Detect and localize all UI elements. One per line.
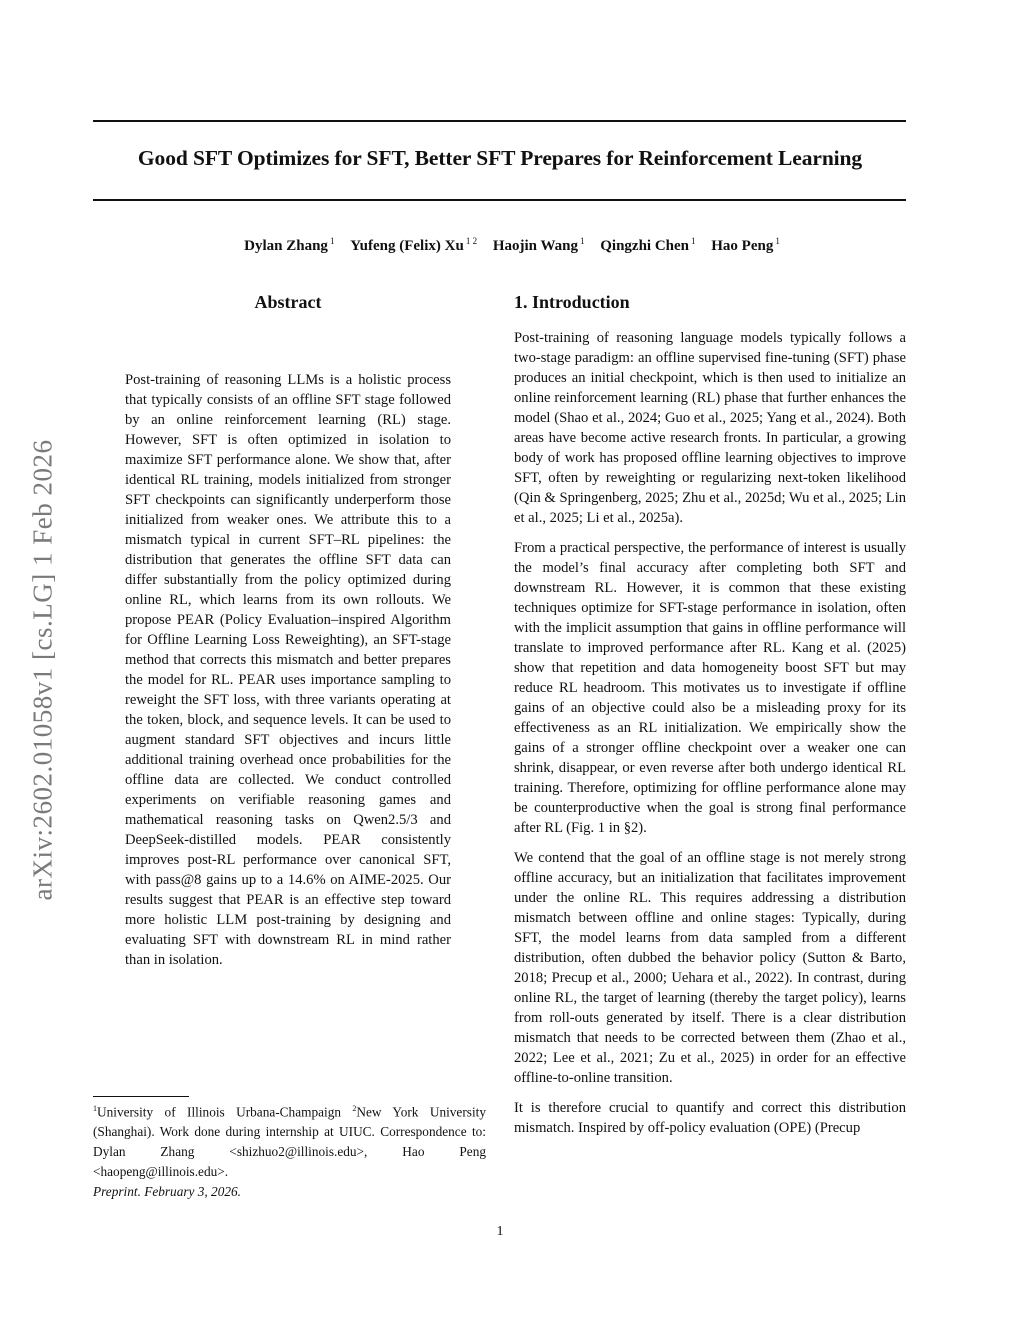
author: Dylan Zhang $^1$ <box>244 236 335 254</box>
affiliation-footnote: $^1$University of Illinois Urbana-Champaign $^2$New York University (Shanghai). Work done during internship at UIUC. Correspondence to: Dylan Zhang <shizhuo2@illinois.edu>, Hao Peng <haopeng@illinois.edu>. <box>93 1104 486 1180</box>
author: Qingzhi Chen $^1$ <box>600 236 696 254</box>
paragraph: Post-training of reasoning language models typically follows a two-stage paradigm: an offline supervised fine-tuning (SFT) phase produces an initial checkpoint, which is then used to initialize an online reinforcement learning (RL) phase that further enhances the model (Shao et al., 2024; Guo et al., 2025; Yang et al., 2024). Both areas have become active research fronts. In particular, a growing body of work has proposed offline learning objectives to improve SFT, often by reweighting or regularizing next-token likelihood (Qin & Springenberg, 2025; Zhu et al., 2025d; Wu et al., 2025; Lin et al., 2025; Li et al., 2025a). <box>514 330 906 526</box>
author: Haojin Wang $^1$ <box>492 236 585 254</box>
paragraph: It is therefore crucial to quantify and correct this distribution mismatch. Inspired by off-policy evaluation (OPE) (Precup <box>514 1100 906 1136</box>
paragraph: We contend that the goal of an offline stage is not merely strong offline accuracy, but an initialization that facilitates improvement under the online RL. This requires addressing a distribution mismatch between offline and online stages: Typically, during SFT, the model learns from data sampled from a different distribution, often dubbed the behavior policy (Sutton & Barto, 2018; Precup et al., 2000; Uehara et al., 2022). In contrast, during online RL, the target of learning (thereby the target policy), learns from roll-outs generated by itself. There is a clear distribution mismatch that needs to be corrected between them (Zhao et al., 2022; Lee et al., 2021; Zu et al., 2025) in order for an effective offline-to-online transition. <box>514 850 906 1086</box>
paragraph: From a practical perspective, the performance of interest is usually the model’s final accuracy after completing both SFT and downstream RL. However, it is common that these existing techniques optimize for SFT-stage performance in isolation, often with the implicit assumption that gains in offline performance will translate to improved performance after RL. Kang et al. (2025) show that repetition and data homogeneity boost SFT but may reduce RL headroom. This motivates us to investigate if offline gains of an objective could also be a misleading proxy for its effectiveness as an RL initialization. We empirically show the gains of a stronger offline checkpoint over a weaker one can shrink, disappear, or even reverse after both undergo identical RL training. Therefore, optimizing for offline performance alone may be counterproductive when the goal is strong final performance after RL (Fig. 1 in §2). <box>514 540 906 836</box>
section-heading-introduction: 1. Introduction <box>514 292 630 312</box>
arxiv-sidebar <box>8 380 78 960</box>
abstract-text: Post-training of reasoning LLMs is a holistic process that typically consists of an offline SFT stage followed by an online reinforcement learning (RL) stage. However, SFT is often optimized in isolation to maximize SFT performance alone. We show that, after identical RL training, models initialized from stronger SFT checkpoints can significantly underperform those initialized from weaker ones. We attribute this to a mismatch typical in current SFT–RL pipelines: the distribution that generates the offline SFT data can differ substantially from the policy optimized during online RL, which learns from its own rollouts. We propose PEAR (Policy Evaluation–inspired Algorithm for Offline Learning Loss Reweighting), an SFT-stage method that corrects this mismatch and better prepares the model for RL. PEAR uses importance sampling to reweight the SFT loss, with three variants operating at the token, block, and sequence levels. It can be used to augment standard SFT objectives and incurs little additional training overhead once probabilities for the offline data are collected. We conduct controlled experiments on verifiable reasoning games and mathematical reasoning tasks on Qwen2.5/3 and DeepSeek-distilled models. PEAR consistently improves post-RL performance over canonical SFT, with pass@8 gains up to a 14.6% on AIME-2025. Our results suggest that PEAR is an effective step toward more holistic LLM post-training by designing and evaluating SFT with downstream RL in mind rather than in isolation. <box>125 372 451 968</box>
author-list <box>150 236 874 255</box>
preprint-note: Preprint. February 3, 2026. <box>93 1184 241 1199</box>
introduction-body <box>514 328 906 1148</box>
footnote-divider <box>93 1096 189 1097</box>
title-top-rule <box>93 120 906 122</box>
title-bottom-rule <box>93 199 906 201</box>
page-number: 1 <box>496 1224 504 1239</box>
abstract-heading: Abstract <box>254 292 322 312</box>
author: Yufeng (Felix) Xu $^{1 2}$ <box>350 236 478 254</box>
arxiv-identifier[interactable]: arXiv:2602.01058v1 [cs.LG] 1 Feb 2026 <box>27 439 58 901</box>
paper-title: Good SFT Optimizes for SFT, Better SFT Prepares for Reinforcement Learning <box>137 146 863 170</box>
author: Hao Peng $^1$ <box>711 236 780 254</box>
